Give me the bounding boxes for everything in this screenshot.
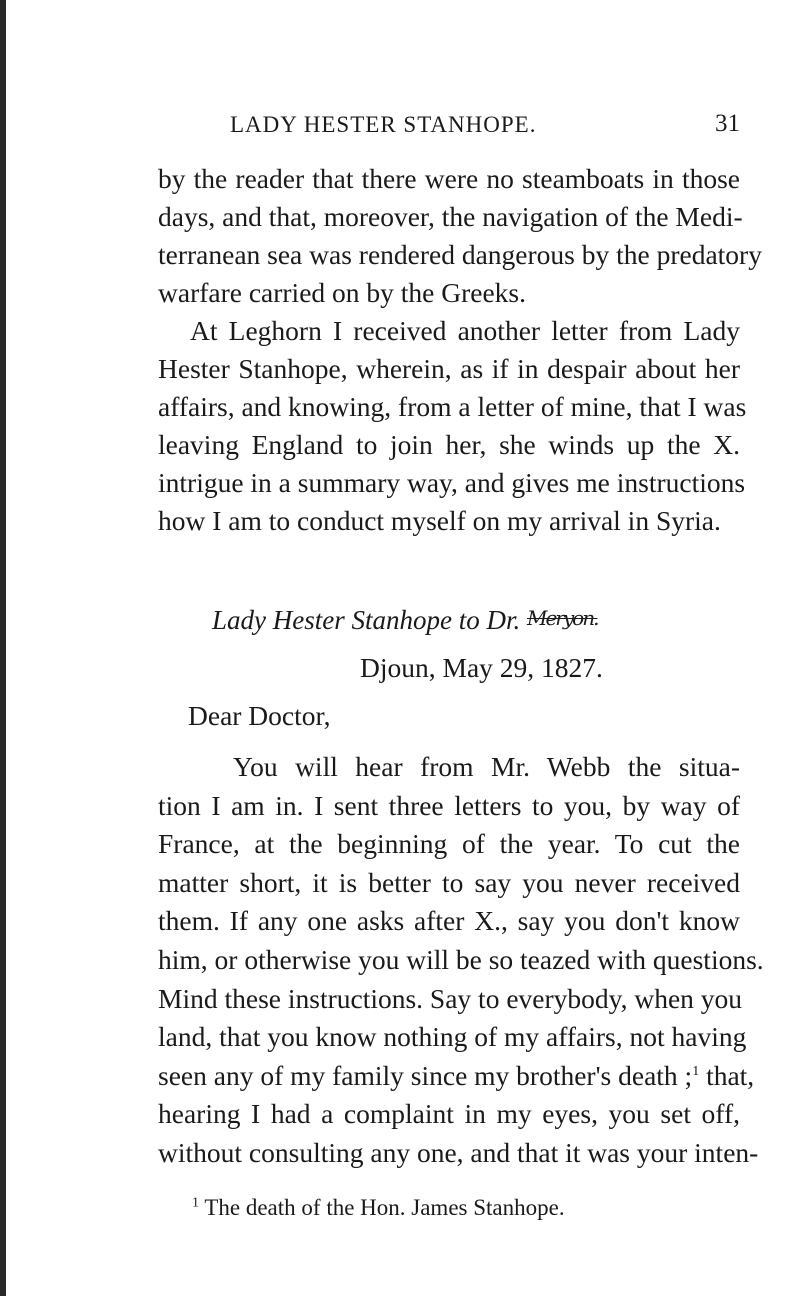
text-line: without consulting any one, and that it was your inten- — [158, 1136, 759, 1168]
text-line: hearing I had a complaint in my eyes, you set off, — [158, 1098, 740, 1130]
text-line: warfare carried on by the Greeks. — [158, 277, 527, 308]
text-line: how I am to conduct myself on my arrival in Syria. — [158, 505, 721, 536]
running-title: LADY HESTER STANHOPE. — [230, 112, 537, 137]
text-line: affairs, and knowing, from a letter of mine, that I was — [158, 391, 747, 422]
text-line: intrigue in a summary way, and gives me instructions — [158, 467, 746, 498]
letter-salutation: Dear Doctor, — [188, 700, 331, 731]
text-line: days, and that, moreover, the navigation of the Medi- — [158, 201, 743, 232]
text-fragment: that, — [706, 1059, 755, 1091]
footnote-text: The death of the Hon. James Stanhope. — [204, 1195, 565, 1220]
text-line: At Leghorn I received another letter from Lady — [190, 315, 740, 346]
text-line: by the reader that there were no steamboats in those — [158, 163, 740, 194]
text-fragment: seen any of my family since my brother's death ; — [158, 1059, 693, 1091]
footnote-marker: 1 — [692, 1063, 700, 1079]
text-line: matter short, it is better to say you never received — [158, 866, 740, 898]
letter-body — [158, 748, 764, 1173]
letter-place-date: Djoun, May 29, 1827. — [360, 652, 603, 683]
paragraph-2 — [158, 312, 747, 540]
text-line: Mind these instructions. Say to everybody, when you — [158, 982, 743, 1014]
letter-heading-text: Lady Hester Stanhope to Dr. — [212, 605, 521, 635]
page-edge — [0, 0, 6, 1296]
handwritten-name: Meryon. — [526, 606, 598, 630]
text-line: land, that you know nothing of my affairs, not having — [158, 1021, 747, 1053]
footnote-number: 1 — [192, 1195, 199, 1211]
text-line: leaving England to join her, she winds up the X. — [158, 429, 740, 460]
text-line-with-footnote — [158, 1057, 755, 1096]
text-line: Hester Stanhope, wherein, as if in despair about her — [158, 353, 740, 384]
running-header — [158, 108, 740, 148]
text-line: terranean sea was rendered dangerous by the predatory — [158, 239, 762, 270]
paragraph-1 — [158, 160, 762, 312]
page-number: 31 — [715, 110, 740, 137]
text-line: France, at the beginning of the year. To cut the — [158, 828, 740, 860]
main-text — [158, 160, 762, 540]
text-line: tion I am in. I sent three letters to you, by way of — [158, 789, 740, 821]
text-line: him, or otherwise you will be so teazed with questions. — [158, 943, 764, 975]
footnote — [192, 1195, 565, 1221]
text-line: them. If any one asks after X., say you don't know — [158, 905, 740, 937]
letter-heading — [212, 605, 597, 636]
text-line: You will hear from Mr. Webb the situa- — [233, 751, 740, 782]
